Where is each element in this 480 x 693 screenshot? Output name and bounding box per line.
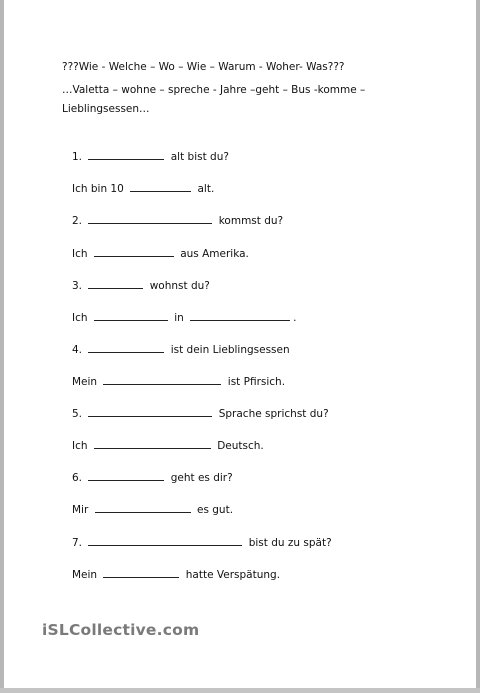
question-text: geht es dir?: [170, 472, 233, 484]
word-bank-line-2: Lieblingsessen…: [62, 103, 150, 115]
answer-3: [72, 309, 296, 325]
answer-text-before: Mein: [72, 376, 98, 388]
question-text: wohnst du?: [149, 280, 210, 292]
answer-text-before: Mein: [72, 569, 98, 581]
question-7: [72, 534, 332, 550]
answer-blank[interactable]: [94, 245, 174, 257]
answer-text-after: Deutsch.: [217, 440, 264, 452]
answer-blank[interactable]: [88, 469, 164, 481]
question-text: Sprache sprichst du?: [218, 408, 329, 420]
question-words-line: ???Wie - Welche – Wo – Wie – Warum - Woher- Was???: [62, 61, 345, 73]
question-6: [72, 469, 233, 485]
answer-5: [72, 437, 264, 453]
question-1: [72, 148, 229, 164]
answer-blank[interactable]: [88, 405, 212, 417]
answer-text-before: Ich: [72, 440, 88, 452]
answer-6: [72, 501, 233, 517]
question-number: 1.: [72, 151, 83, 163]
question-text: kommst du?: [218, 215, 284, 227]
answer-4: [72, 373, 285, 389]
answer-text-after: .: [293, 312, 297, 324]
answer-text-before: Ich: [72, 248, 88, 260]
page-border-bottom: [0, 688, 480, 693]
answer-blank[interactable]: [94, 437, 211, 449]
answer-blank[interactable]: [94, 309, 168, 321]
answer-blank[interactable]: [103, 373, 221, 385]
question-number: 2.: [72, 215, 83, 227]
answer-text-after: aus Amerika.: [180, 248, 249, 260]
question-2: [72, 212, 283, 228]
answer-text-after: alt.: [197, 183, 215, 195]
answer-1: [72, 180, 214, 196]
answer-text-mid: in: [174, 312, 184, 324]
answer-blank[interactable]: [190, 309, 290, 321]
word-bank-line-1: …Valetta – wohne – spreche - Jahre –geht – Bus -komme –: [62, 84, 366, 96]
page-border-right: [476, 0, 480, 693]
question-3: [72, 277, 210, 293]
answer-text-before: Ich bin 10: [72, 183, 124, 195]
answer-blank[interactable]: [130, 180, 191, 192]
answer-blank[interactable]: [103, 566, 179, 578]
islcollective-watermark: iSLCollective.com: [42, 621, 200, 639]
answer-text-before: Mir: [72, 504, 89, 516]
question-number: 5.: [72, 408, 83, 420]
answer-7: [72, 566, 280, 582]
answer-text-after: es gut.: [196, 504, 234, 516]
question-number: 6.: [72, 472, 83, 484]
question-number: 3.: [72, 280, 83, 292]
question-number: 7.: [72, 537, 83, 549]
question-number: 4.: [72, 344, 83, 356]
answer-2: [72, 245, 249, 261]
answer-blank[interactable]: [88, 212, 212, 224]
question-4: [72, 341, 290, 357]
answer-text-after: hatte Verspätung.: [185, 569, 281, 581]
answer-blank[interactable]: [88, 277, 143, 289]
answer-blank[interactable]: [88, 341, 164, 353]
question-5: [72, 405, 329, 421]
question-text: alt bist du?: [170, 151, 229, 163]
question-text: bist du zu spät?: [248, 537, 332, 549]
answer-text-before: Ich: [72, 312, 88, 324]
question-text: ist dein Lieblingsessen: [170, 344, 290, 356]
answer-blank[interactable]: [88, 148, 164, 160]
worksheet-page: [4, 0, 476, 688]
answer-blank[interactable]: [88, 534, 242, 546]
answer-blank[interactable]: [95, 501, 191, 513]
answer-text-after: ist Pfirsich.: [227, 376, 286, 388]
